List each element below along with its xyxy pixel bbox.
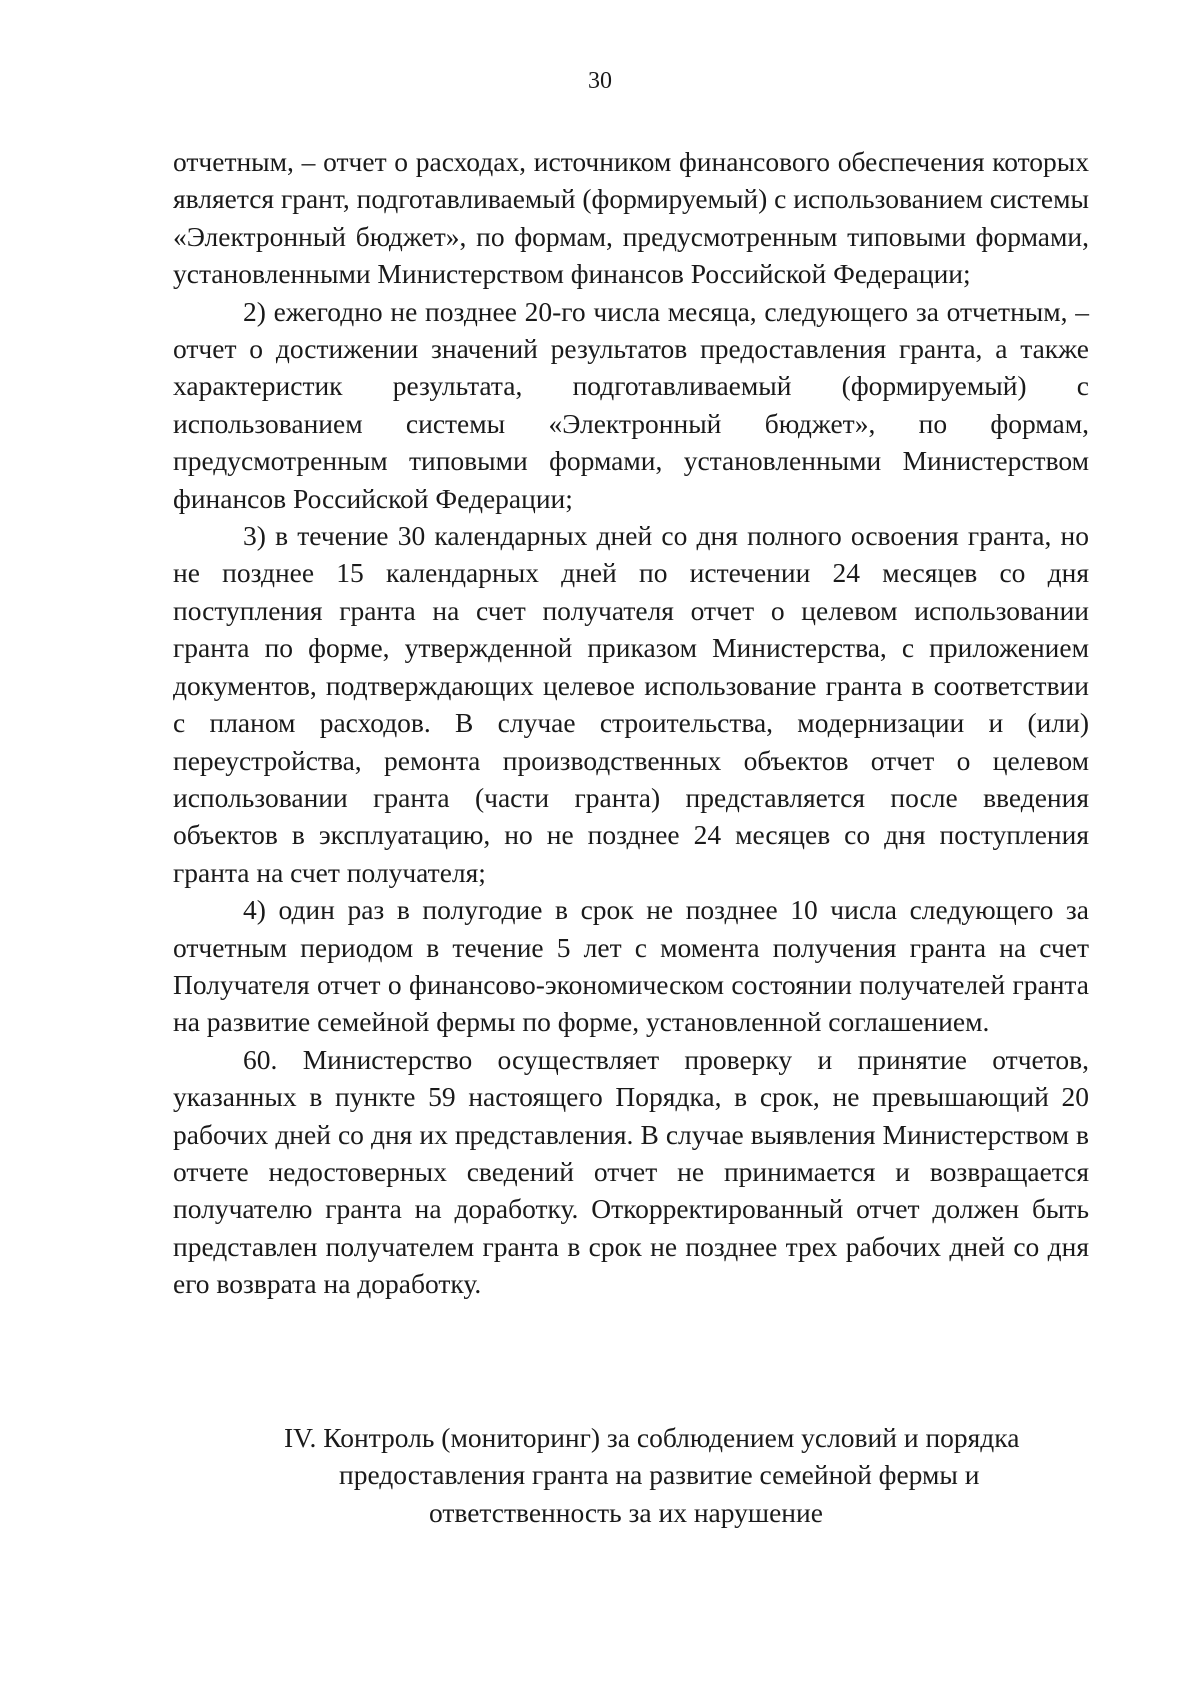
section-heading-line: предоставления гранта на развитие семейной фермы и — [339, 1459, 980, 1491]
section-heading — [173, 1419, 1089, 1531]
paragraph-item-3: 3) в течение 30 календарных дней со дня полного освоения гранта, но не позднее 15 календарных дней по истечении 24 месяцев со дня поступления гранта на счет получателя отчет о целевом использовании гранта по форме, утвержденной приказом Министерства, с приложением документов, подтверждающих целевое использование гранта в соответствии с планом расходов. В случае строительства, модернизации и (или) переустройства, ремонта производственных объектов отчет о целевом использовании гранта (части гранта) представляется после введения объектов в эксплуатацию, но не позднее 24 месяцев со дня поступления гранта на счет получателя; — [173, 520, 1089, 888]
section-heading-line: ответственность за их нарушение — [429, 1496, 823, 1528]
section-heading-line: IV. Контроль (мониторинг) за соблюдением условий и порядка — [284, 1422, 1020, 1453]
page-number: 30 — [588, 68, 612, 94]
paragraph-item-2: 2) ежегодно не позднее 20-го числа месяца, следующего за отчетным, – отчет о достижении значений результатов предоставления гранта, а также характеристик результата, подготавливаемый (формируемый) с использованием системы «Электронный бюджет», по формам, предусмотренным типовыми формами, установленными Министерством финансов Российской Федерации; — [173, 295, 1089, 514]
paragraph-item-4: 4) один раз в полугодие в срок не позднее 10 числа следующего за отчетным периодом в течение 5 лет с момента получения гранта на счет Получателя отчет о финансово-экономическом состоянии получателей гранта на развитие семейной фермы по форме, установленной соглашением. — [173, 894, 1089, 1038]
paragraph-continuation: отчетным, – отчет о расходах, источником финансового обеспечения которых является грант, подготавливаемый (формируемый) с использованием системы «Электронный бюджет», по формам, предусмотренным типовыми формами, установленными Министерством финансов Российской Федерации; — [173, 146, 1089, 290]
paragraph-60: 60. Министерство осуществляет проверку и принятие отчетов, указанных в пункте 59 настоящего Порядка, в срок, не превышающий 20 рабочих дней со дня их представления. В случае выявления Министерством в отчете недостоверных сведений отчет не принимается и возвращается получателю гранта на доработку. Откорректированный отчет должен быть представлен получателем гранта в срок не позднее трех рабочих дней со дня его возврата на доработку. — [173, 1043, 1089, 1300]
document-body — [173, 143, 1089, 1303]
